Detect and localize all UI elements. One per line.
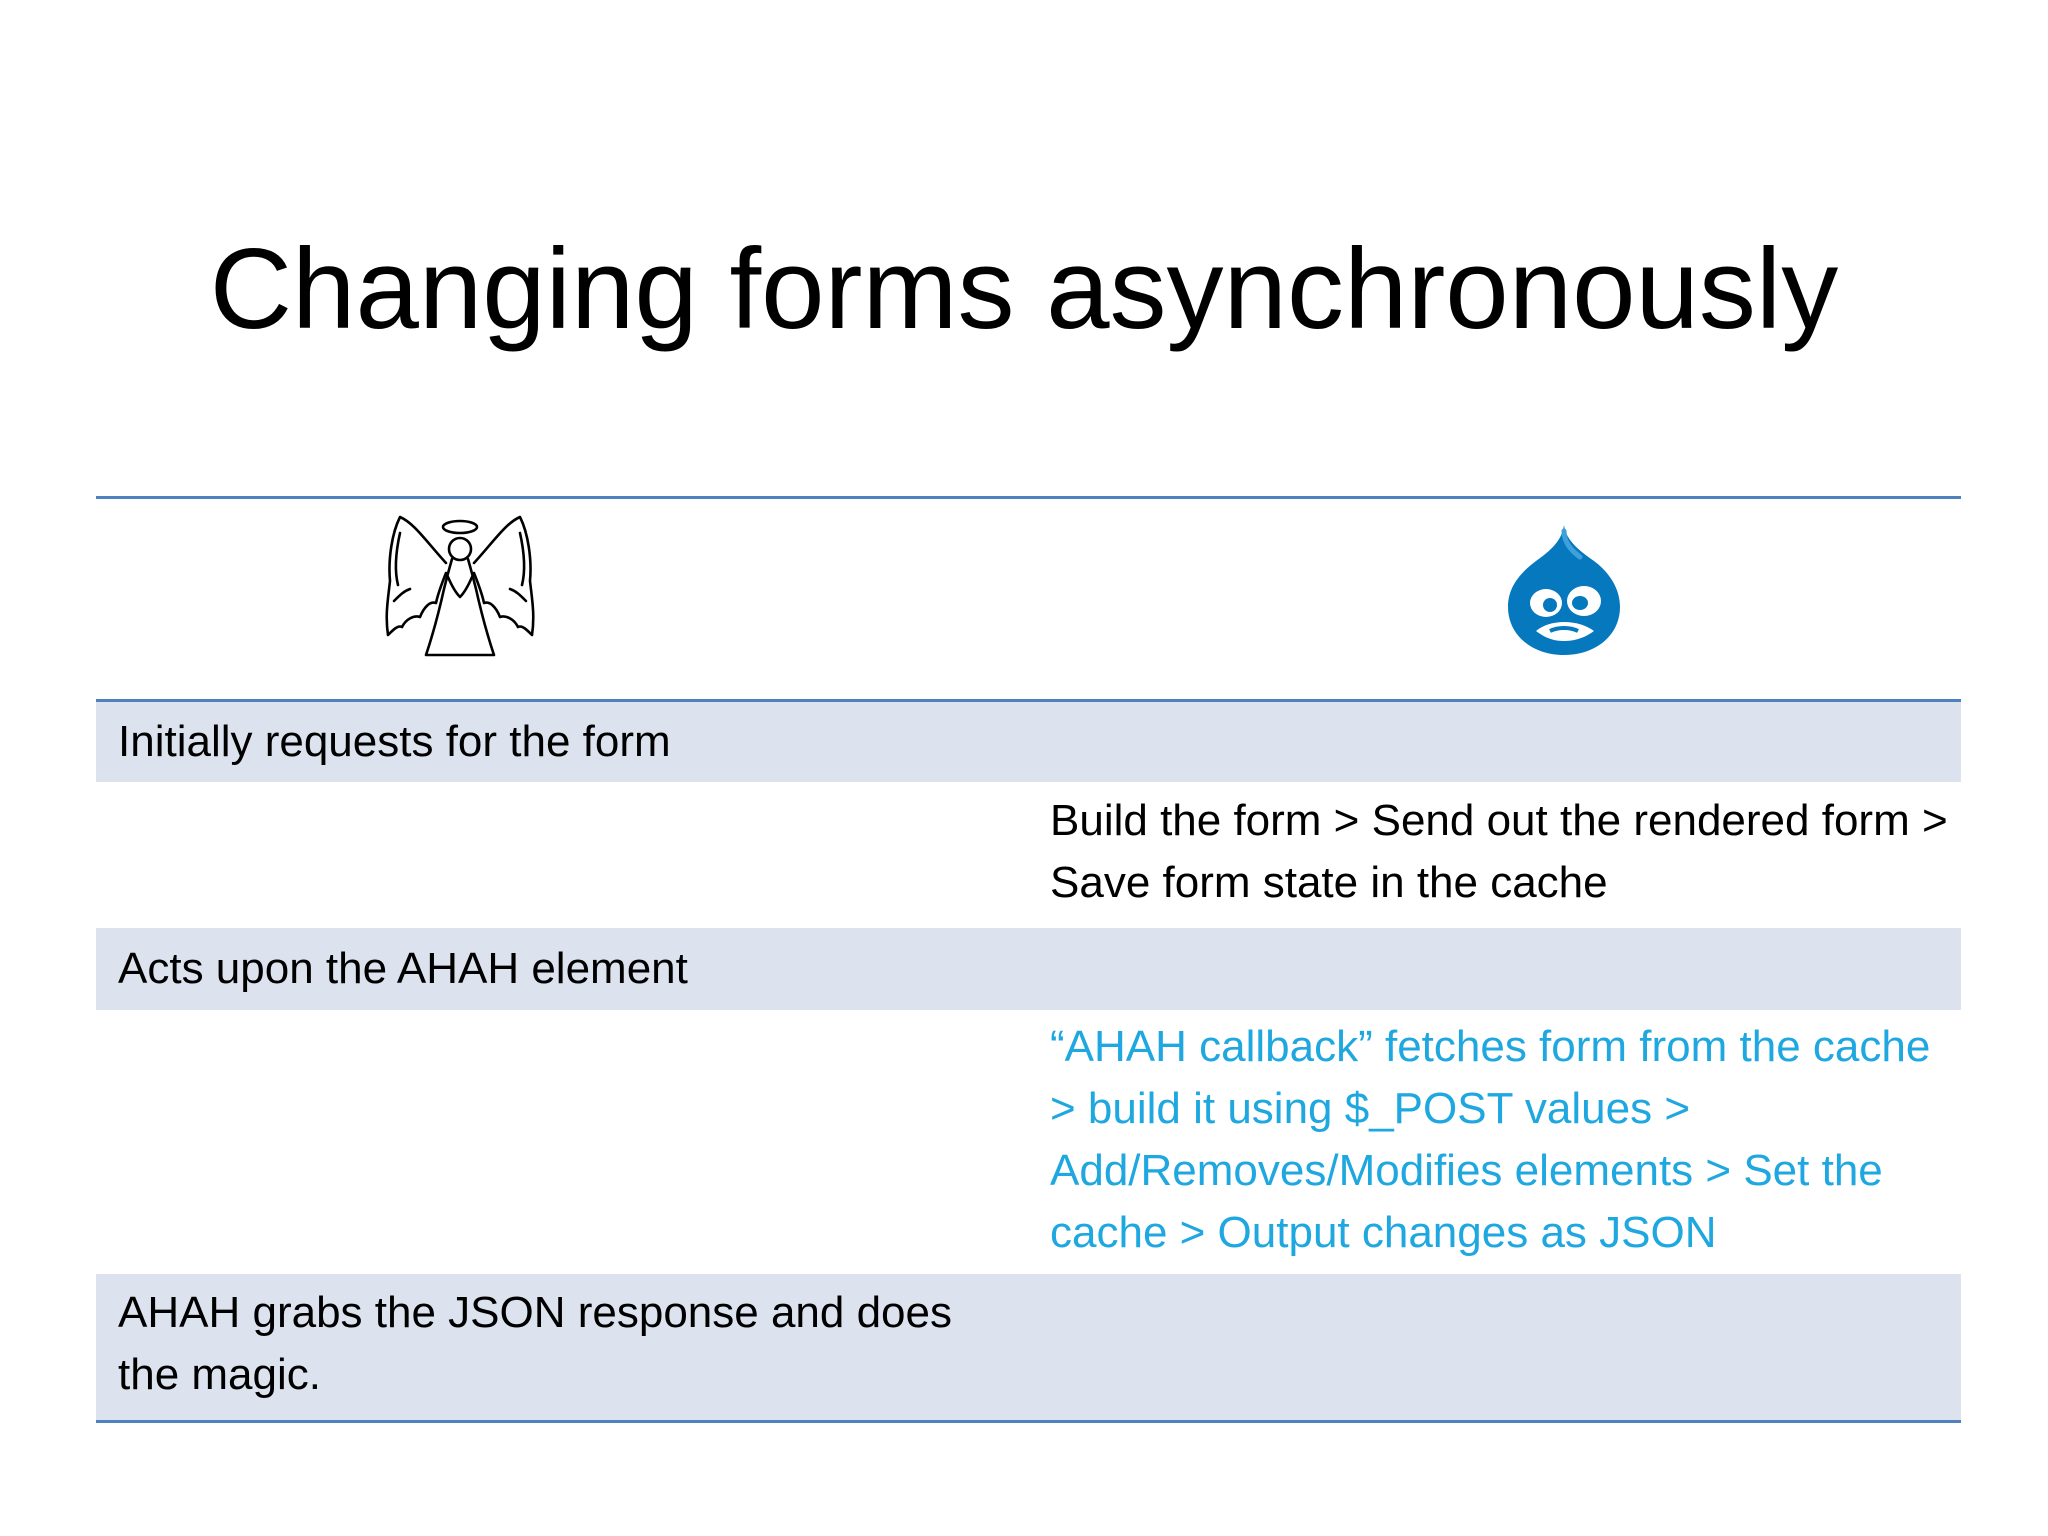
server-step-cell: Build the form > Send out the rendered form > Save form state in the cache [1050,796,1948,907]
slide-title: Changing forms asynchronously [209,226,1839,353]
table-bottom-rule [96,1420,1961,1423]
table-row [96,702,1961,782]
drupal-drop-icon [1506,523,1622,657]
table-row [96,1274,1961,1420]
client-step-cell: Initially requests for the form [118,717,671,766]
ahah-callback-step-cell: “AHAH callback” fetches form from the cache > build it using $_POST values > Add/Removes/Modifies elements > Set the cache > Output changes as JSON [1050,1022,1931,1257]
table-row [96,782,1961,928]
angel-icon [384,511,536,661]
client-step-cell: AHAH grabs the JSON response and does the magic. [118,1288,953,1399]
table-row [96,1010,1961,1274]
table-header-row [96,499,1961,699]
table-row [96,928,1961,1010]
client-step-cell: Acts upon the AHAH element [118,944,688,993]
